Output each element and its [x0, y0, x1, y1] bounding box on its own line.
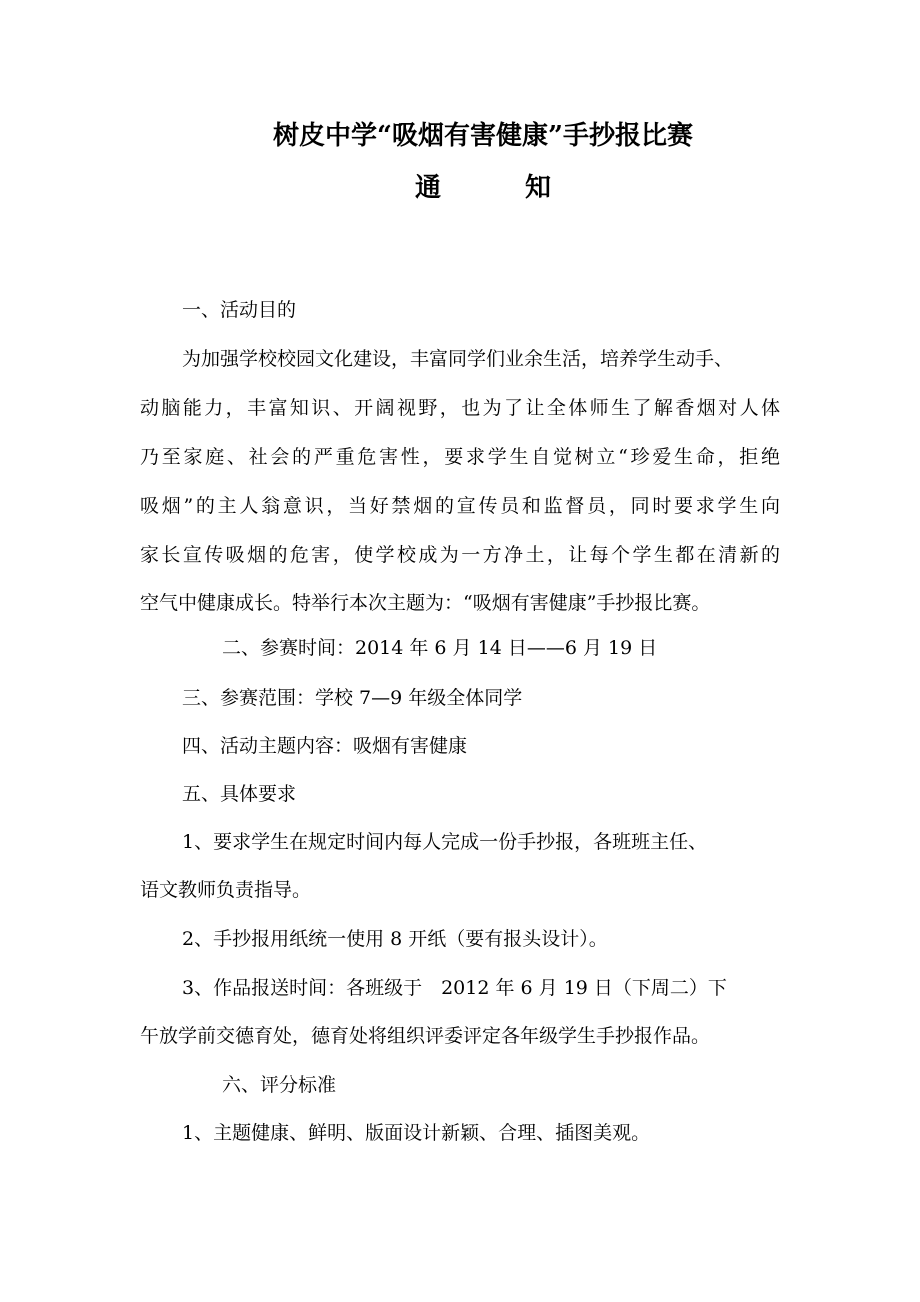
section1-line-1: 为加强学校校园文化建设，丰富同学们业余生活，培养学生动手、: [182, 348, 734, 370]
section1-line-5: 家长宣传吸烟的危害，使学校成为一方净土，让每个学生都在清新的: [140, 544, 780, 566]
document-title: 树皮中学“吸烟有害健康”手抄报比赛: [273, 121, 693, 151]
requirement-2: 2、手抄报用纸统一使用 8 开纸（要有报头设计）。: [182, 928, 608, 950]
section4-theme: 四、活动主题内容：吸烟有害健康: [182, 735, 468, 757]
requirement-1-line-2: 语文教师负责指导。: [140, 879, 312, 901]
section1-line-2: 动脑能力，丰富知识、开阔视野，也为了让全体师生了解香烟对人体: [140, 397, 780, 419]
requirement-3-line-1: 3、作品报送时间：各班级于 2012 年 6 月 19 日（下周二）下: [182, 977, 727, 999]
subtitle-char-left: 通: [414, 173, 441, 203]
section5-heading: 五、具体要求: [182, 783, 297, 805]
section1-line-4: 吸烟”的主人翁意识，当好禁烟的宣传员和监督员，同时要求学生向: [140, 495, 780, 517]
document-subtitle: [0, 170, 920, 206]
section6-heading: 六、评分标准: [222, 1074, 337, 1096]
section1-line-3: 乃至家庭、社会的严重危害性，要求学生自觉树立“珍爱生命，拒绝: [140, 446, 780, 468]
section3-scope: 三、参赛范围：学校 7—9 年级全体同学: [182, 687, 523, 709]
section1-line-6: 空气中健康成长。特举行本次主题为：“吸烟有害健康”手抄报比赛。: [140, 592, 711, 614]
requirement-3-line-2: 午放学前交德育处，德育处将组织评委评定各年级学生手抄报作品。: [140, 1025, 711, 1047]
scoring-criterion-1: 1、主题健康、鲜明、版面设计新颖、合理、插图美观。: [182, 1122, 651, 1144]
section1-heading: 一、活动目的: [182, 299, 297, 321]
subtitle-char-right: 知: [525, 173, 552, 203]
section2-time: 二、参赛时间：2014 年 6 月 14 日——6 月 19 日: [222, 637, 658, 659]
requirement-1-line-1: 1、要求学生在规定时间内每人完成一份手抄报，各班班主任、: [182, 831, 708, 853]
